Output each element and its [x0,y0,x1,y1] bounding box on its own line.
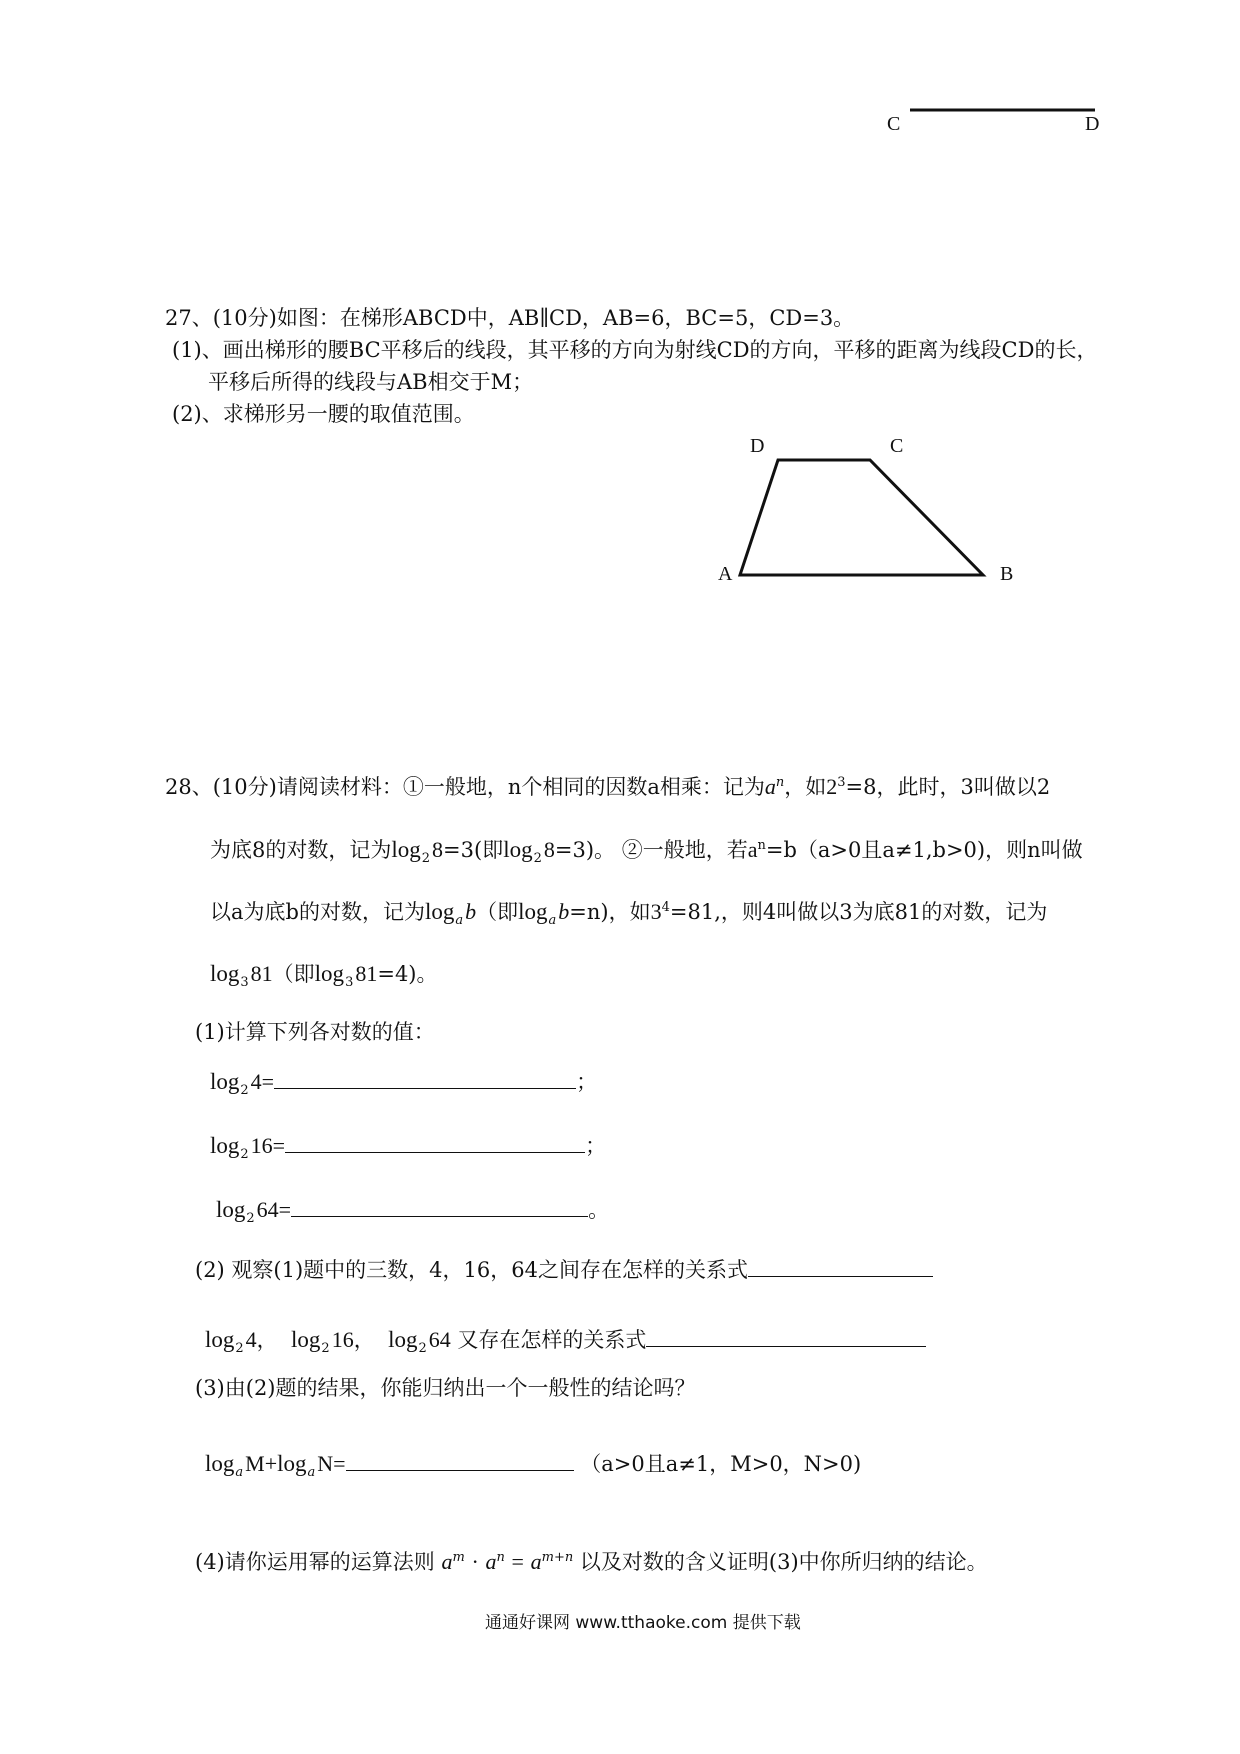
q28-line1: 28、(10分)请阅读材料：①一般地，n个相同的因数a相乘：记为$a^n$，如$2^3=8$，此时，3叫做以2 [165,774,1051,799]
answer-blank-5[interactable] [646,1326,926,1347]
q28-eq2: $\log_216=$ ； [210,1133,607,1162]
answer-blank-6[interactable] [346,1450,574,1471]
q28-part4: (4)请你运用幂的运算法则 $a^m \cdot a^n = a^{m+n}$ 以及对数的含义证明(3)中你所归纳的结论。 [195,1549,988,1574]
q27-header: 27、(10分)如图：在梯形ABCD中，AB∥CD，AB=6，BC=5，CD=3。 [165,306,855,330]
q28-part2-line2: $\log_24$， $\log_216$， $\log_264$ 又存在怎样的关系式 [205,1326,926,1356]
q28-line4: $\log_381$（即$\log_381=4$)。 [210,961,438,990]
label-c-top: C [887,113,901,135]
trapezoid-label-b: B [1000,563,1014,585]
trapezoid-figure [730,450,1000,590]
q28-eq1: $\log_24=$ ； [210,1069,598,1098]
answer-blank-3[interactable] [291,1196,588,1217]
q27-part2: (2)、求梯形另一腰的取值范围。 [172,402,475,426]
trapezoid-label-a: A [718,563,733,585]
q28-line2: 为底8的对数，记为$\log_28=3$(即$\log_28=3$)。 ②一般地，若$a^n=b(a>0$且a≠1,b>0)，则n叫做 [210,837,1083,866]
q28-part3-eq: $\log_aM+\log_aN= (a>0$且a≠1，M>0，N>0) [205,1451,862,1480]
q28-part1-title: (1)计算下列各对数的值： [195,1020,435,1044]
label-d-top: D [1085,113,1100,135]
segment-cd [900,100,1100,120]
q27-part1-line2: 平移后所得的线段与AB相交于M； [208,370,534,394]
answer-blank-2[interactable] [285,1132,585,1153]
trapezoid-abcd [740,460,983,575]
answer-blank-1[interactable] [274,1068,576,1089]
trapezoid-label-c: C [890,435,904,457]
answer-blank-4[interactable] [748,1256,933,1277]
q27-part1-line1: (1)、画出梯形的腰BC平移后的线段，其平移的方向为射线CD的方向，平移的距离为线段CD的长， [172,338,1098,362]
q28-eq3: $\log_264=$ 。 [216,1197,610,1226]
page-footer: 通通好课网 www.tthaoke.com 提供下载 [485,1613,801,1633]
q28-part2-line1: (2) 观察(1)题中的三数，4，16，64之间存在怎样的关系式 [195,1256,933,1282]
q28-part3-title: (3)由(2)题的结果，你能归纳出一个一般性的结论吗？ [195,1376,696,1400]
q28-line3: 以a为底b的对数，记为$\log_ab$（即$\log_ab=n$)，如$3^4=81$,，则4叫做以3为底81的对数，记为 [210,899,1048,928]
trapezoid-label-d: D [750,435,765,457]
